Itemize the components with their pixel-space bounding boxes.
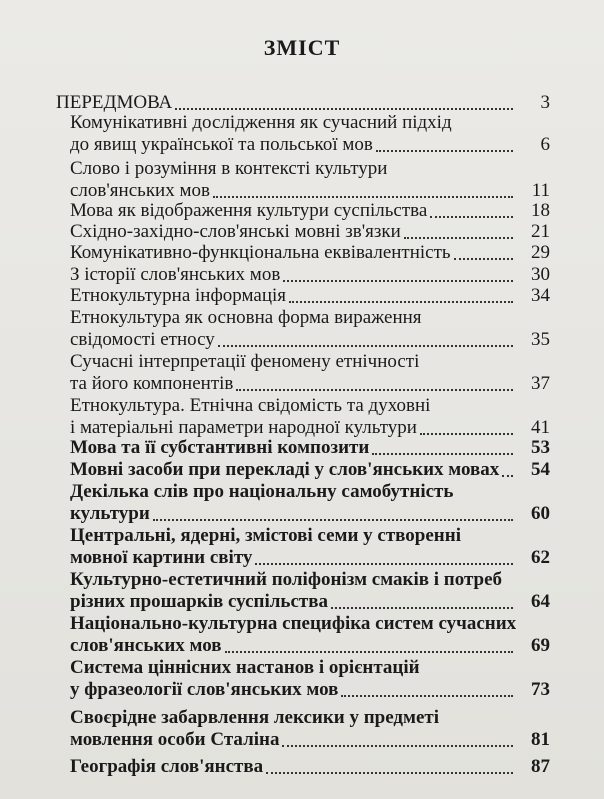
dot-leader [236,379,513,391]
toc-entry-row [70,503,550,525]
toc-entry-row [70,242,550,264]
toc-entry-row [70,285,550,307]
dot-leader [331,597,513,609]
page-number: 11 [531,180,550,201]
page-number: 18 [531,200,550,221]
page-number: 21 [531,221,550,242]
toc-entry-row [70,679,550,701]
page-number: 34 [531,285,550,306]
toc-entry [70,437,550,459]
dot-leader [218,335,513,347]
dot-leader [376,140,513,152]
toc-entry [70,569,550,613]
toc-entry-row [70,134,550,156]
toc-entry [70,459,550,481]
dot-leader [282,735,513,747]
toc-entry-row [70,756,550,778]
page-title: ЗМІСТ [263,35,341,60]
toc-entry [70,351,550,395]
page-number: 64 [531,591,550,612]
page-number: 41 [531,417,550,438]
toc-entry-text: Центральні, ядерні, змістові семи у створенні [70,525,461,546]
toc-entry-text: Декілька слів про національну самобутність [70,481,454,502]
toc-entry [70,481,550,525]
toc-entry-text: Мова та її субстантивні композити [70,437,370,458]
toc-entry [70,657,550,701]
toc-entry-row [70,373,550,395]
toc-entry-text: Сучасні інтерпретації феномену етнічності [70,351,420,372]
page-number: 6 [540,134,550,155]
toc-entry [70,112,550,156]
toc-entry-row [56,92,550,114]
toc-entry [56,92,550,114]
toc-entry [70,613,550,657]
dot-leader [454,248,513,260]
toc-entry [70,395,550,439]
toc-entry-text: Система ціннісних настанов і орієнтацій [70,657,420,678]
toc-entry-row [70,180,550,202]
toc-entry-text: З історії слов'янських мов [70,264,281,285]
toc-entry-text: культури [70,503,150,524]
dot-leader [255,553,513,565]
toc-entry [70,158,550,202]
toc-entry-text: у фразеології слов'янських мов [70,679,339,700]
toc-entry-text: різних прошарків суспільства [70,591,328,612]
toc-entry-text: Культурно-естетичний поліфонізм смаків і потреб [70,569,503,590]
toc-entry-row [70,635,550,657]
toc-entry-text: ПЕРЕДМОВА [56,92,173,113]
page-number: 30 [531,264,550,285]
toc-entry [70,221,550,243]
toc-entry-text: Комунікативні дослідження як сучасний підхід [70,112,452,133]
toc-entry-text: свідомості етносу [70,329,215,350]
page-number: 53 [531,437,550,458]
dot-leader [175,98,513,110]
toc-entry [70,285,550,307]
toc-entry [70,707,550,751]
toc-entry [70,525,550,569]
toc-entry-text: Етнокультурна інформація [70,285,287,306]
toc-entry [70,307,550,351]
toc-entry [70,756,550,778]
toc-entry-text: та його компонентів [70,373,234,394]
toc-entry-text: Комунікативно-функціональна еквівалентність [70,242,451,263]
page-number: 37 [531,373,550,394]
page-number: 62 [531,547,550,568]
dot-leader [372,443,513,455]
dot-leader [420,423,513,435]
dot-leader [153,509,513,521]
toc-entry-text: слов'янських мов [70,180,210,201]
dot-leader [283,270,513,282]
toc-entry-row [70,329,550,351]
toc-entry-text: Національно-культурна специфіка систем сучасних [70,613,517,634]
toc-entry-text: Етнокультура. Етнічна свідомість та духовні [70,395,431,416]
dot-leader [341,685,513,697]
toc-entry-text: Географія слов'янства [70,756,264,777]
dot-leader [289,291,513,303]
page-number: 35 [531,329,550,350]
toc-entry-text: Своєрідне забарвлення лексики у предметі [70,707,440,728]
toc-entry-text: Етнокультура як основна форма вираження [70,307,422,328]
toc-entry-row [70,221,550,243]
toc-entry [70,264,550,286]
dot-leader [225,641,514,653]
toc-entry-text: Слово і розуміння в контексті культури [70,158,388,179]
toc-entry-row [70,264,550,286]
toc-entry-text: Східно-західно-слов'янські мовні зв'язки [70,221,401,242]
dot-leader [266,762,513,774]
page-number: 3 [540,92,550,113]
page-number: 29 [531,242,550,263]
toc-entry-row [70,417,550,439]
toc-entry-row [70,200,550,222]
toc-entry [70,242,550,264]
toc-entry-row [70,591,550,613]
page-number: 54 [531,459,550,480]
toc-entry-row [70,459,550,481]
dot-leader [404,227,513,239]
page-number: 81 [531,729,550,750]
toc-entry-row [70,437,550,459]
toc-entry-row [70,547,550,569]
toc-entry-row [70,729,550,751]
toc-entry-text: Мовні засоби при перекладі у слов'янських мовах [70,459,500,480]
toc-entry-text: слов'янських мов [70,635,222,656]
page-number: 60 [531,503,550,524]
dot-leader [430,206,513,218]
page-number: 87 [531,756,550,777]
toc-entry-text: Мова як відображення культури суспільства [70,200,428,221]
dot-leader [213,186,513,198]
toc-entry-text: до явищ української та польської мов [70,134,373,155]
toc-entry [70,200,550,222]
dot-leader [502,465,513,477]
toc-entry-text: і матеріальні параметри народної культури [70,417,417,438]
toc-entry-text: мовлення особи Сталіна [70,729,280,750]
toc-entry-text: мовної картини світу [70,547,253,568]
page-number: 73 [531,679,550,700]
page-number: 69 [531,635,550,656]
